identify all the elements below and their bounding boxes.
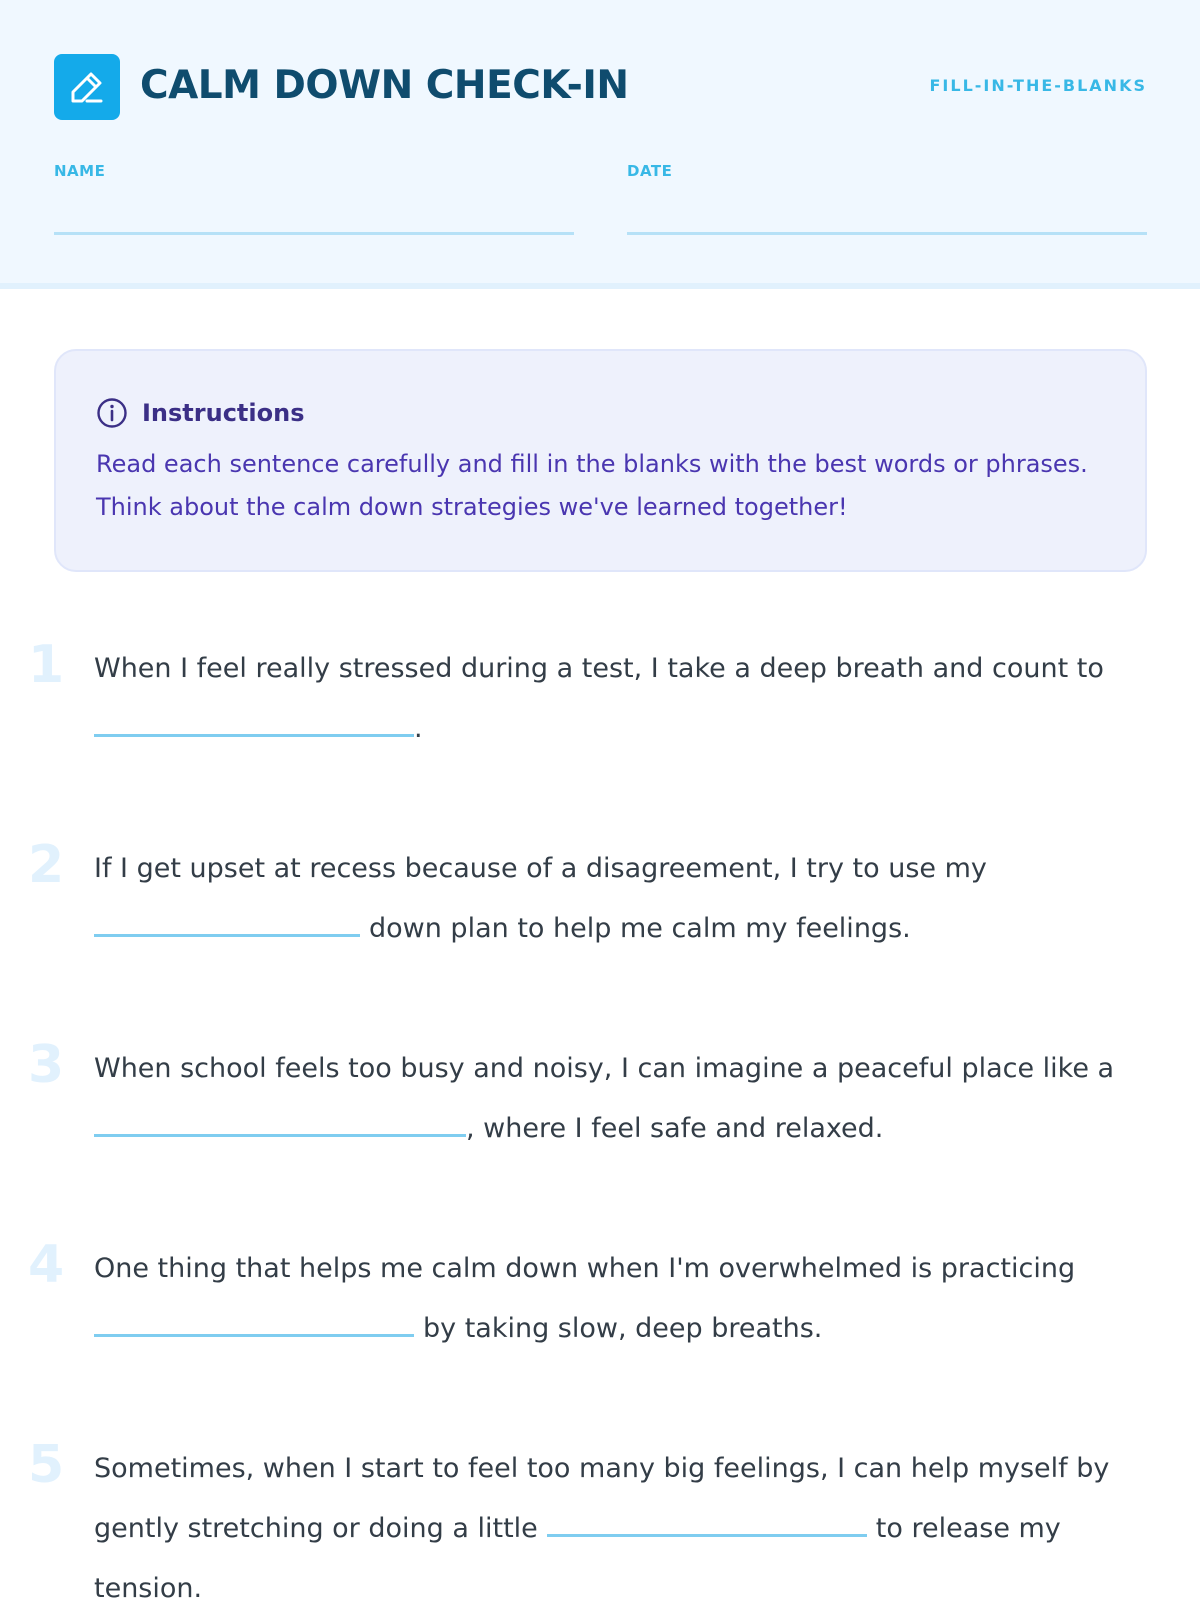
instructions-heading: [96, 397, 304, 429]
question-text: [94, 839, 1154, 959]
question-line: One thing that helps me calm down when I'm overwhelmed is practicing: [94, 1253, 1076, 1284]
question-line: tension.: [94, 1573, 203, 1604]
date-field[interactable]: [627, 161, 1147, 235]
worksheet-header: [0, 0, 1200, 289]
date-label: DATE: [627, 162, 673, 180]
question-text: [94, 639, 1154, 759]
question-text-after-blank: .: [414, 713, 423, 744]
page-title: CALM DOWN CHECK-IN: [140, 63, 629, 108]
question-number: 1: [28, 635, 65, 695]
name-field[interactable]: [54, 161, 574, 235]
question-line: Sometimes, when I start to feel too many big feelings, I can help myself by: [94, 1453, 1110, 1484]
info-icon: [96, 397, 142, 429]
pencil-icon: [67, 67, 107, 107]
instructions-box: [54, 349, 1147, 572]
question-line: When school feels too busy and noisy, I can imagine a peaceful place like a: [94, 1053, 1115, 1084]
question-text-after-blank: to release my: [875, 1513, 1061, 1544]
question-text: [94, 1039, 1154, 1159]
question-text-after-blank: by taking slow, deep breaths.: [423, 1313, 823, 1344]
question-text-before-blank: gently stretching or doing a little: [94, 1513, 538, 1544]
instructions-text: [96, 443, 1106, 529]
date-write-line[interactable]: [627, 232, 1147, 235]
question-text-after-blank: down plan to help me calm my feelings.: [369, 913, 911, 944]
name-write-line[interactable]: [54, 232, 574, 235]
question-line: When I feel really stressed during a test, I take a deep breath and count to: [94, 653, 1104, 684]
logo: [54, 54, 120, 120]
instructions-line: Think about the calm down strategies we've learned together!: [96, 493, 848, 521]
answer-blank[interactable]: [94, 1134, 466, 1137]
question-number: 4: [28, 1235, 65, 1295]
name-label: NAME: [54, 162, 106, 180]
question-line: [94, 1299, 1154, 1359]
worksheet-type-tag: FILL-IN-THE-BLANKS: [929, 76, 1147, 95]
question-number: 3: [28, 1035, 65, 1095]
question-line: [94, 1099, 1154, 1159]
answer-blank[interactable]: [94, 734, 414, 737]
question-line: If I get upset at recess because of a disagreement, I try to use my: [94, 853, 987, 884]
question-number: 5: [28, 1435, 65, 1495]
answer-blank[interactable]: [94, 934, 360, 937]
question-line: [94, 1499, 1154, 1559]
instructions-title: Instructions: [142, 399, 305, 427]
question-text: [94, 1239, 1154, 1359]
question-text-after-blank: , where I feel safe and relaxed.: [466, 1113, 884, 1144]
question-line: [94, 899, 1154, 959]
answer-blank[interactable]: [547, 1534, 867, 1537]
instructions-line: Read each sentence carefully and fill in the blanks with the best words or phrases.: [96, 450, 1088, 478]
question-line: [94, 699, 1154, 759]
answer-blank[interactable]: [94, 1334, 414, 1337]
question-text: [94, 1439, 1154, 1619]
question-number: 2: [28, 835, 65, 895]
